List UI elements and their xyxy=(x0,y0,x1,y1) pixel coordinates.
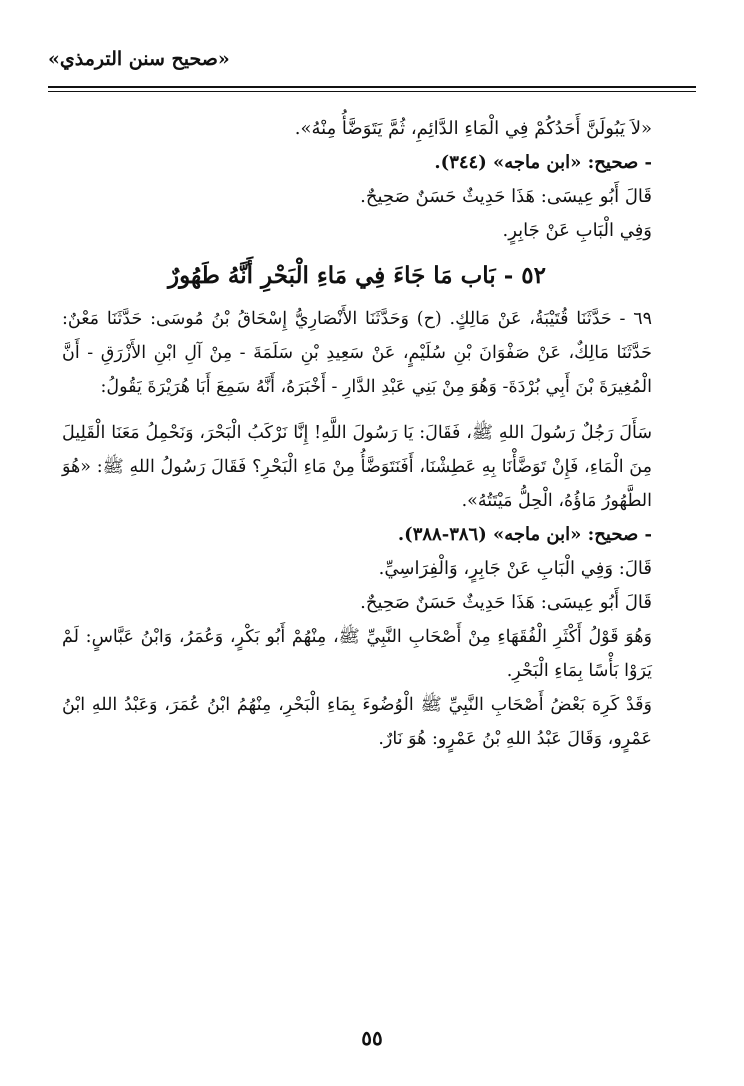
bab-reference: قَالَ: وَفِي الْبَابِ عَنْ جَابِرٍ، وَالْفِرَاسِيِّ. xyxy=(378,558,652,579)
fiqh-note: وَهُوَ قَوْلُ أَكْثَرِ الْفُقَهَاءِ مِنْ أَصْحَابِ النَّبِيِّ ﷺ، مِنْهُمْ أَبُو بَكْرٍ، وَعُمَرُ، وَابْنُ عَبَّاسٍ: لَمْ يَرَوْا بَأْسًا بِمَاءِ الْبَحْرِ. xyxy=(62,627,652,681)
abu-isa-comment: قَالَ أَبُو عِيسَى: هَذَا حَدِيثٌ حَسَنٌ صَحِيحٌ. xyxy=(360,592,652,613)
running-title: «صحيح سنن الترمذي» xyxy=(48,48,230,70)
page-content xyxy=(62,112,652,756)
header-rule-thick xyxy=(48,86,696,88)
bab-reference: وَفِي الْبَابِ عَنْ جَابِرٍ. xyxy=(502,220,652,241)
fiqh-note: وَقَدْ كَرِهَ بَعْضُ أَصْحَابِ النَّبِيِّ ﷺ الْوُضُوءَ بِمَاءِ الْبَحْرِ، مِنْهُمُ ابْنُ عُمَرَ، وَعَبْدُ اللهِ ابْنُ عَمْرٍو، وَقَالَ عَبْدُ اللهِ بْنُ عَمْرٍو: هُوَ نَارٌ. xyxy=(62,695,652,749)
hadith-matn: سَأَلَ رَجُلٌ رَسُولَ اللهِ ﷺ، فَقَالَ: يَا رَسُولَ اللَّهِ! إِنَّا نَرْكَبُ الْبَحْرَ، وَنَحْمِلُ مَعَنَا الْقَلِيلَ مِنَ الْمَاءِ، فَإِنْ تَوَضَّأْنَا بِهِ عَطِشْنَا، أَفَنَتَوَضَّأُ مِنْ مَاءِ الْبَحْرِ؟ فَقَالَ رَسُولُ اللهِ ﷺ: «هُوَ الطَّهُورُ مَاؤُهُ، الْحِلُّ مَيْتَتُهُ». xyxy=(62,423,652,511)
header-rule-thin xyxy=(48,91,696,92)
abu-isa-comment: قَالَ أَبُو عِيسَى: هَذَا حَدِيثٌ حَسَنٌ صَحِيحٌ. xyxy=(360,186,652,207)
hadith-isnad: ٦٩ - حَدَّثَنَا قُتَيْبَةُ، عَنْ مَالِكٍ. (ح) وَحَدَّثَنَا الأَنْصَارِيُّ إِسْحَاقُ بْنُ مُوسَى: حَدَّثَنَا مَعْنٌ: حَدَّثَنَا مَالِكٌ، عَنْ صَفْوَانَ بْنِ سُلَيْمٍ، عَنْ سَعِيدِ بْنِ سَلَمَةَ - مِنْ آلِ ابْنِ الأَزْرَقِ - أَنَّ الْمُغِيرَةَ بْنَ أَبِي بُرْدَةَ- وَهُوَ مِنْ بَنِي عَبْدِ الدَّارِ - أَخْبَرَهُ، أَنَّهُ سَمِعَ أَبَا هُرَيْرَةَ يَقُولُ: xyxy=(62,309,652,397)
hadith-grading: - صحيح: «ابن ماجه» (٣٤٤). xyxy=(434,152,652,173)
chapter-heading: ٥٢ - بَاب مَا جَاءَ فِي مَاءِ الْبَحْرِ أَنَّهُ طَهُورٌ xyxy=(168,262,546,289)
page-number: ٥٥ xyxy=(361,1026,383,1050)
hadith-text: «لاَ يَبُولَنَّ أَحَدُكُمْ فِي الْمَاءِ الدَّائِمِ، ثُمَّ يَتَوَضَّأُ مِنْهُ». xyxy=(294,118,652,139)
hadith-grading: - صحيح: «ابن ماجه» (٣٨٦-٣٨٨). xyxy=(397,524,652,545)
